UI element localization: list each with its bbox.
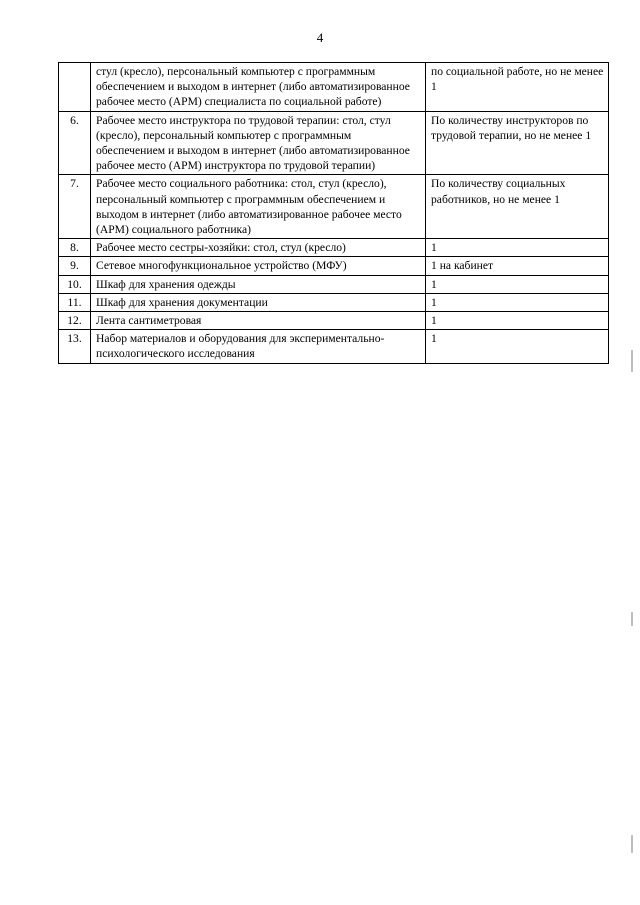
item-name: Лента сантиметровая: [91, 312, 426, 330]
table-row: [59, 257, 609, 275]
item-quantity: 1: [426, 312, 609, 330]
row-number: [59, 63, 91, 112]
equipment-table: [58, 62, 609, 364]
table-row: [59, 239, 609, 257]
item-quantity: 1: [426, 293, 609, 311]
scan-edge-mark: [631, 835, 633, 853]
table-row: [59, 111, 609, 175]
row-number: 12.: [59, 312, 91, 330]
page-number: 4: [316, 30, 324, 45]
item-quantity: По количеству инструкторов по трудовой терапии, но не менее 1: [426, 111, 609, 175]
row-number: 7.: [59, 175, 91, 239]
item-name: Рабочее место сестры-хозяйки: стол, стул (кресло): [91, 239, 426, 257]
row-number: 9.: [59, 257, 91, 275]
item-name: стул (кресло), персональный компьютер с программным обеспечением и выходом в интернет (либо автоматизированное рабочее место (АРМ) специалиста по социальной работе): [91, 63, 426, 112]
table-row: [59, 275, 609, 293]
item-quantity: 1: [426, 330, 609, 363]
item-quantity: 1: [426, 275, 609, 293]
scan-edge-mark: [631, 612, 633, 626]
row-number: 6.: [59, 111, 91, 175]
item-name: Шкаф для хранения документации: [91, 293, 426, 311]
scan-edge-mark: [631, 350, 633, 372]
table-row: [59, 175, 609, 239]
row-number: 10.: [59, 275, 91, 293]
item-name: Набор материалов и оборудования для экспериментально-психологического исследования: [91, 330, 426, 363]
item-quantity: 1 на кабинет: [426, 257, 609, 275]
table-row: [59, 312, 609, 330]
item-name: Рабочее место инструктора по трудовой терапии: стол, стул (кресло), персональный компьютер с программным обеспечением и выходом в интернет (либо автоматизированное рабочее место (АРМ) инструктора по трудовой терапии): [91, 111, 426, 175]
row-number: 8.: [59, 239, 91, 257]
item-quantity: По количеству социальных работников, но не менее 1: [426, 175, 609, 239]
row-number: 13.: [59, 330, 91, 363]
row-number: 11.: [59, 293, 91, 311]
item-name: Шкаф для хранения одежды: [91, 275, 426, 293]
table-row: [59, 63, 609, 112]
table-row: [59, 330, 609, 363]
item-quantity: 1: [426, 239, 609, 257]
table-row: [59, 293, 609, 311]
item-name: Сетевое многофункциональное устройство (МФУ): [91, 257, 426, 275]
item-name: Рабочее место социального работника: стол, стул (кресло), персональный компьютер с программным обеспечением и выходом в интернет (либо автоматизированное рабочее место (АРМ) социального работника): [91, 175, 426, 239]
item-quantity: по социальной работе, но не менее 1: [426, 63, 609, 112]
